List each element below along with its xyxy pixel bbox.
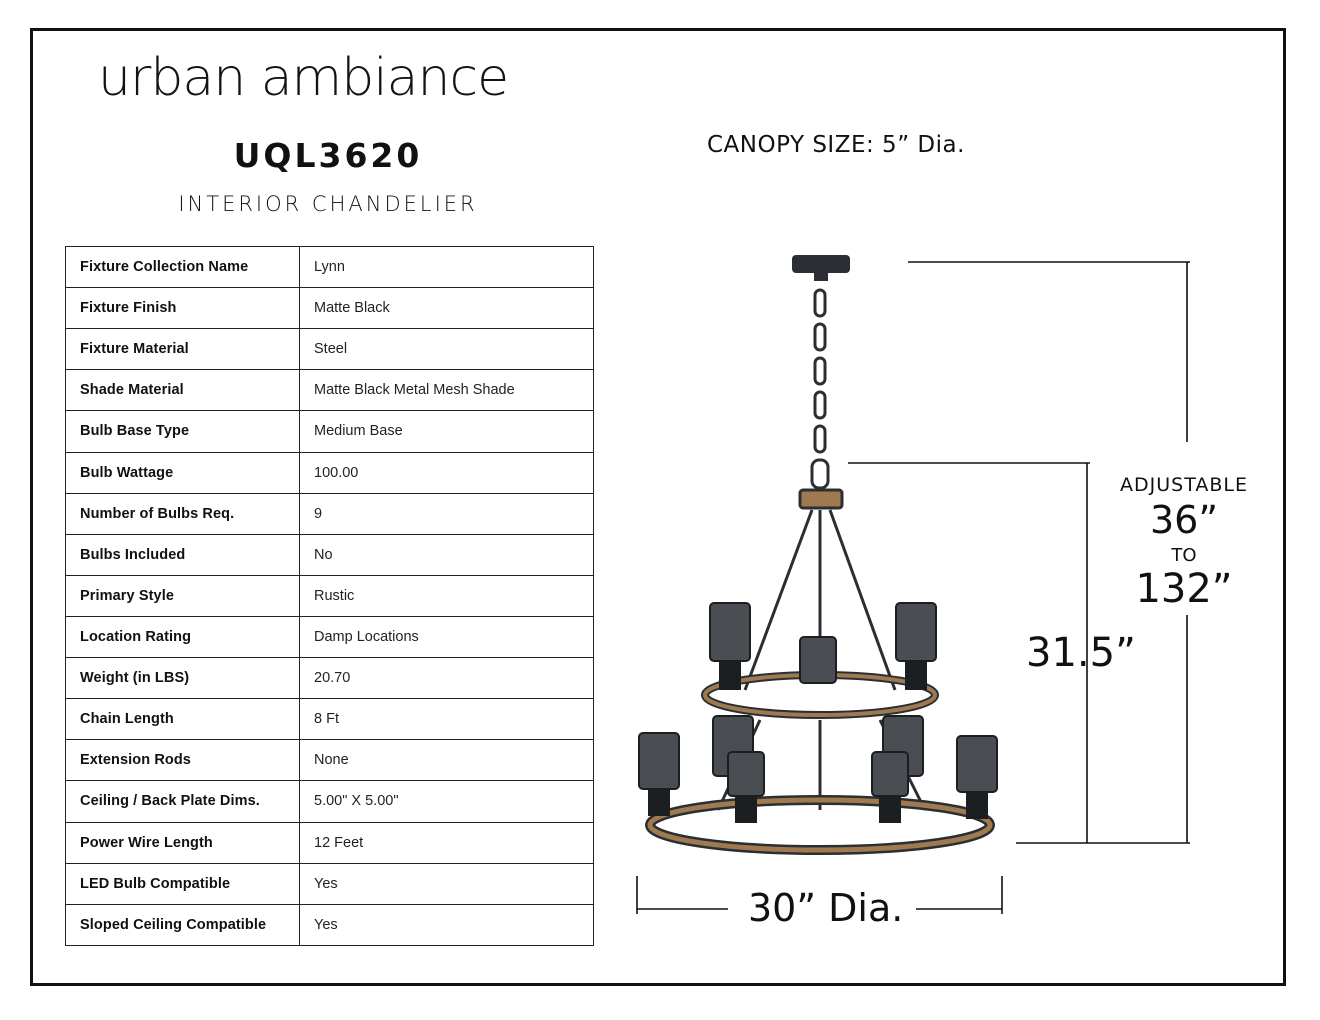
chandelier-illustration [639,255,997,850]
spec-value: No [300,534,594,575]
adjustable-label: ADJUSTABLE [1120,474,1248,496]
fixture-height: 31.5” [1026,630,1136,676]
spec-label: Weight (in LBS) [66,658,300,699]
spec-value: 8 Ft [300,699,594,740]
spec-label: Number of Bulbs Req. [66,493,300,534]
model-number: UQL3620 [233,136,423,175]
spec-value: Yes [300,863,594,904]
brand-logo: urban ambiance [98,48,509,108]
spec-label: Fixture Finish [66,288,300,329]
spec-value: Matte Black [300,288,594,329]
spec-label: Location Rating [66,616,300,657]
spec-value: Medium Base [300,411,594,452]
spec-label: Primary Style [66,575,300,616]
adjustable-max: 132” [1135,566,1233,612]
adjustable-min: 36” [1149,498,1219,542]
spec-value: 5.00" X 5.00" [300,781,594,822]
spec-label: Bulbs Included [66,534,300,575]
spec-value: Damp Locations [300,616,594,657]
adjustable-to: TO [1171,545,1197,566]
product-type: INTERIOR CHANDELIER [178,192,478,216]
spec-value: Yes [300,904,594,945]
spec-value: Steel [300,329,594,370]
spec-value: 12 Feet [300,822,594,863]
spec-label: Fixture Material [66,329,300,370]
canopy-size: CANOPY SIZE: 5” Dia. [707,132,965,158]
spec-value: 9 [300,493,594,534]
spec-label: Bulb Base Type [66,411,300,452]
spec-label: LED Bulb Compatible [66,863,300,904]
spec-value: 20.70 [300,658,594,699]
spec-label: Sloped Ceiling Compatible [66,904,300,945]
spec-value: Rustic [300,575,594,616]
spec-value: 100.00 [300,452,594,493]
spec-label: Shade Material [66,370,300,411]
fixture-diameter: 30” Dia. [742,886,909,930]
spec-label: Power Wire Length [66,822,300,863]
spec-label: Chain Length [66,699,300,740]
spec-label: Fixture Collection Name [66,247,300,288]
spec-label: Ceiling / Back Plate Dims. [66,781,300,822]
spec-value: None [300,740,594,781]
dimension-lines [637,262,1190,914]
spec-value: Lynn [300,247,594,288]
spec-value: Matte Black Metal Mesh Shade [300,370,594,411]
spec-label: Bulb Wattage [66,452,300,493]
spec-label: Extension Rods [66,740,300,781]
